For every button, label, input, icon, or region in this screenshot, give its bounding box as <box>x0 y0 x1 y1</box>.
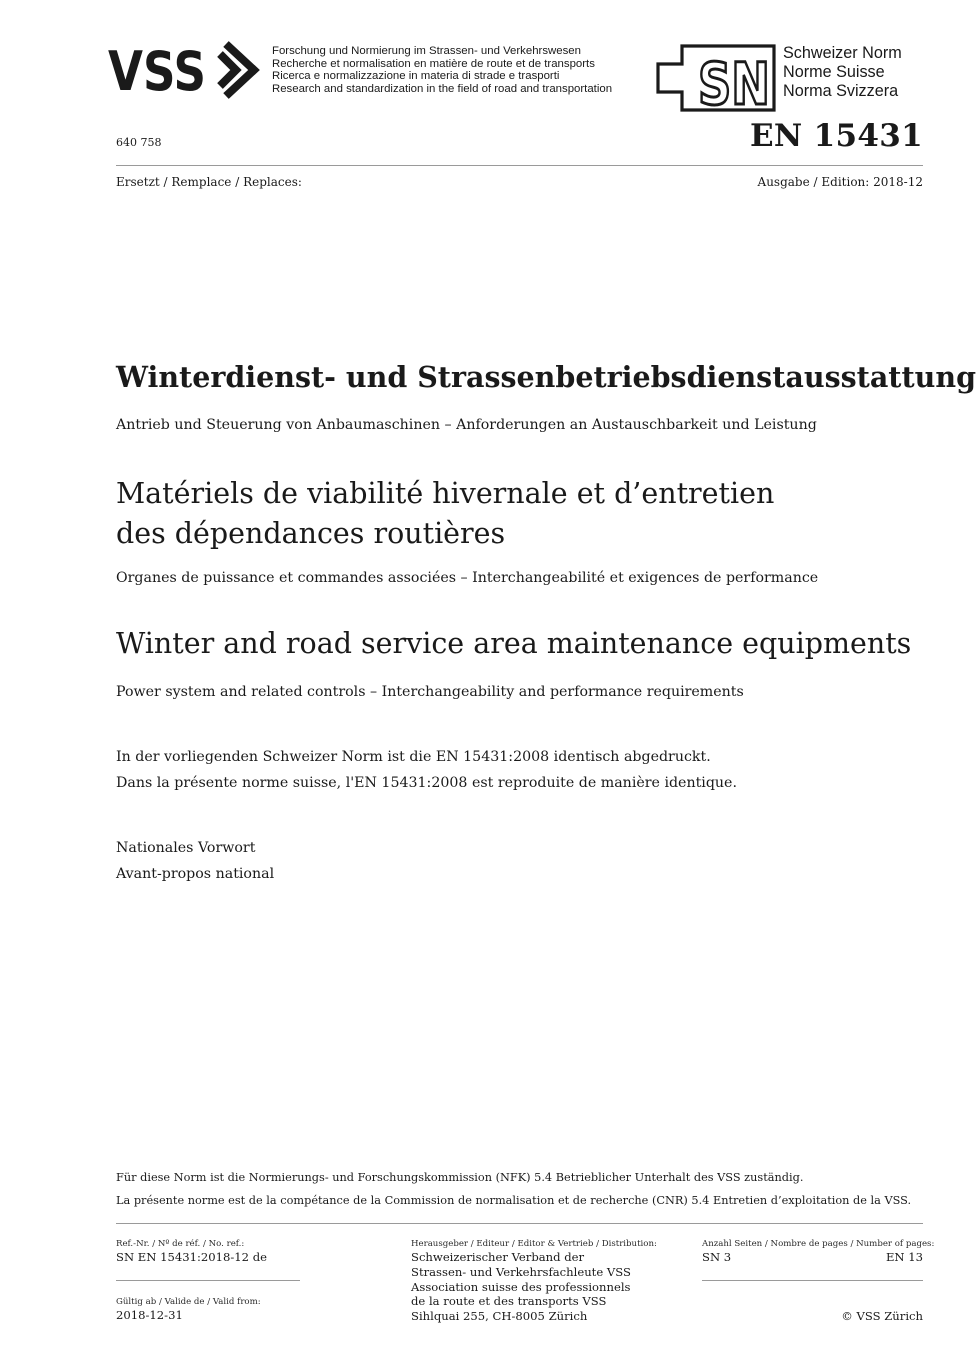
ref-value: SN EN 15431:2018-12 de <box>116 1250 267 1264</box>
sn-logo-text: SN <box>698 50 770 118</box>
pages-en: EN 13 <box>885 1250 923 1264</box>
copyright: © VSS Zürich <box>841 1309 923 1323</box>
ref-divider <box>116 1280 300 1281</box>
pages-divider <box>702 1280 923 1281</box>
vss-chevron-icon <box>220 44 254 96</box>
publisher-line: Association suisse des professionnels <box>411 1279 631 1294</box>
title-fr-line-1: Matériels de viabilité hivernale et d’entretien <box>116 477 775 510</box>
replaces-label: Ersetzt / Remplace / Replaces: <box>116 175 302 189</box>
publisher-address <box>411 1250 631 1324</box>
vss-logo <box>108 40 266 103</box>
publisher-label: Herausgeber / Editeur / Editor & Vertrieb / Distribution: <box>411 1239 657 1249</box>
vss-description-en: Research and standardization in the field of road and transportation <box>272 82 613 95</box>
note-fr: Dans la présente norme suisse, l'EN 15431:2008 est reproduite de manière identique. <box>116 775 737 791</box>
subtitle-en: Power system and related controls – Interchangeability and performance requirements <box>116 684 744 700</box>
pages-sn: SN 3 <box>702 1250 732 1264</box>
subtitle-fr: Organes de puissance et commandes associées – Interchangeabilité et exigences de performance <box>116 570 819 586</box>
vss-descriptions <box>272 45 612 95</box>
header-divider <box>116 165 923 166</box>
title-fr <box>116 474 876 554</box>
vss-description-fr: Recherche et normalisation en matière de route et de transports <box>272 57 595 70</box>
title-de: Winterdienst- und Strassenbetriebsdienstausstattung <box>116 360 976 394</box>
subtitle-de: Antrieb und Steuerung von Anbaumaschinen – Anforderungen an Austauschbarkeit und Leistung <box>116 417 817 433</box>
vss-logo-text: VSS <box>108 40 206 103</box>
en-number: EN 15431 <box>749 118 923 154</box>
vss-description-it: Ricerca e normalizzazione in materia di strade e trasporti <box>272 70 560 83</box>
sn-name-it: Norma Svizzera <box>783 82 899 100</box>
publisher-line: Sihlquai 255, CH-8005 Zürich <box>411 1309 588 1324</box>
title-fr-line-2: des dépendances routières <box>116 517 506 550</box>
note-de: In der vorliegenden Schweizer Norm ist die EN 15431:2008 identisch abgedruckt. <box>116 749 711 765</box>
sn-logo <box>656 44 776 118</box>
responsibility-de: Für diese Norm ist die Normierungs- und Forschungskommission (NFK) 5.4 Betrieblicher Unterhalt des VSS zuständig. <box>116 1171 804 1184</box>
valid-label: Gültig ab / Valide de / Valid from: <box>116 1297 261 1307</box>
foreword-de: Nationales Vorwort <box>116 840 256 856</box>
vss-description-de: Forschung und Normierung im Strassen- und Verkehrswesen <box>272 45 581 57</box>
ref-label: Ref.-Nr. / Nº de réf. / No. ref.: <box>116 1239 245 1249</box>
publisher-line: de la route et des transports VSS <box>411 1294 607 1309</box>
doc-number: 640 758 <box>116 136 162 149</box>
sn-names <box>783 44 902 101</box>
sn-name-fr: Norme Suisse <box>783 63 885 81</box>
publisher-line: Strassen- und Verkehrsfachleute VSS <box>411 1264 631 1279</box>
foreword-fr: Avant-propos national <box>116 866 275 882</box>
edition-label: Ausgabe / Edition: 2018-12 <box>757 175 923 189</box>
publisher-line: Schweizerischer Verband der <box>411 1250 585 1264</box>
title-en: Winter and road service area maintenance equipments <box>116 627 912 660</box>
responsibility-fr: La présente norme est de la compétance de la Commission de normalisation et de recherche (CNR) 5.4 Entretien d’exploitation de la VSS. <box>116 1194 912 1207</box>
valid-value: 2018-12-31 <box>116 1308 183 1322</box>
sn-name-de: Schweizer Norm <box>783 44 902 62</box>
pages-label: Anzahl Seiten / Nombre de pages / Number of pages: <box>702 1239 935 1249</box>
footer-divider <box>116 1223 923 1224</box>
